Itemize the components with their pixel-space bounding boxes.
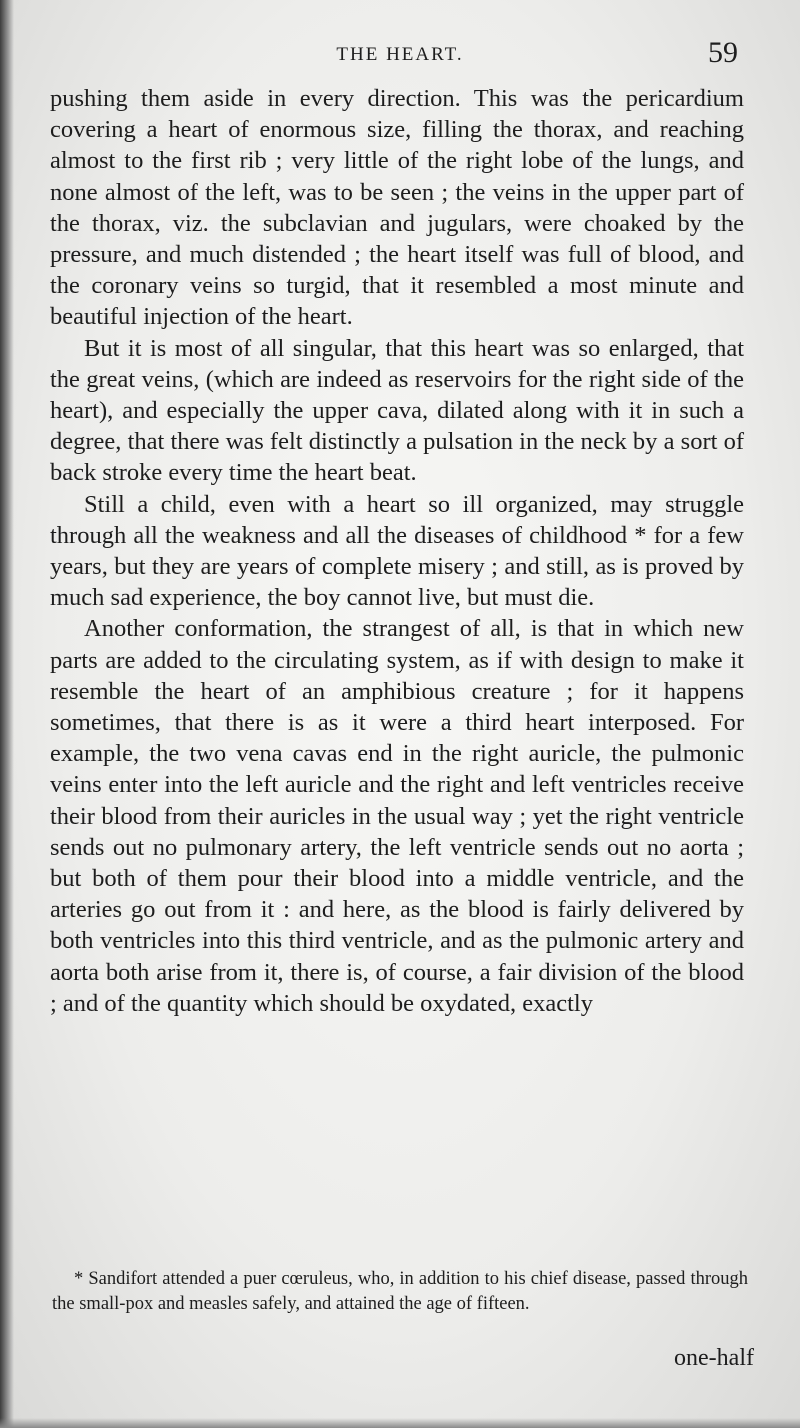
paragraph-continued: pushing them aside in every direction. This was the pericardium covering a heart of enormous size, filling the thorax, and reaching almost to the first rib ; very little of the right lobe of the lungs, and none almost of the left, was to be seen ; the veins in the upper part of the thorax, viz. the subclavian and jugulars, were choaked by the pressure, and much distended ; the heart itself was full of blood, and the coronary veins so turgid, that it resembled a most minute and beautiful injection of the heart. bbox=[50, 85, 744, 331]
paragraph: Another conformation, the strangest of all, is that in which new parts are added to the circulating system, as if with design to make it resemble the heart of an amphibious creature ; for it happens sometimes, that there is as it were a third heart interposed. For example, the two vena cavas end in the right auricle, the pulmonic veins enter into the left auricle and the right and left ventricles receive their blood from their auricles in the usual way ; yet the right ventricle sends out no pulmonary artery, the left ventricle sends out no aorta ; but both of them pour their blood into a middle ventricle, and the arteries go out from it : and here, as the blood is fairly delivered by both ventricles into this third ventricle, and as the pulmonic artery and aorta both arise from it, there is, of course, a fair division of the blood ; and of the quantity which should be oxydated, exactly bbox=[50, 615, 744, 1017]
page-edge-shadow bbox=[0, 0, 14, 1428]
running-title: THE HEART. bbox=[336, 44, 464, 65]
body-text bbox=[50, 83, 744, 1019]
page-bottom-shadow bbox=[0, 1418, 800, 1428]
catchword: one-half bbox=[674, 1345, 754, 1371]
paragraph: Still a child, even with a heart so ill organized, may struggle through all the weakness and all the diseases of childhood * for a few years, but they are years of complete misery ; and still, as is proved by much sad experience, the boy cannot live, but must die. bbox=[50, 490, 744, 612]
paragraph: But it is most of all singular, that this heart was so enlarged, that the great veins, (which are indeed as reservoirs for the right side of the heart), and especially the upper cava, dilated along with it in such a degree, that there was felt distinctly a pulsation in the neck by a sort of back stroke every time the heart beat. bbox=[50, 334, 744, 487]
page-number: 59 bbox=[708, 36, 738, 69]
footnote: * Sandifort attended a puer cœruleus, who, in addition to his chief disease, passed through the small-pox and measles safely, and attained the age of fifteen. bbox=[52, 1269, 748, 1314]
page-header bbox=[50, 36, 750, 80]
